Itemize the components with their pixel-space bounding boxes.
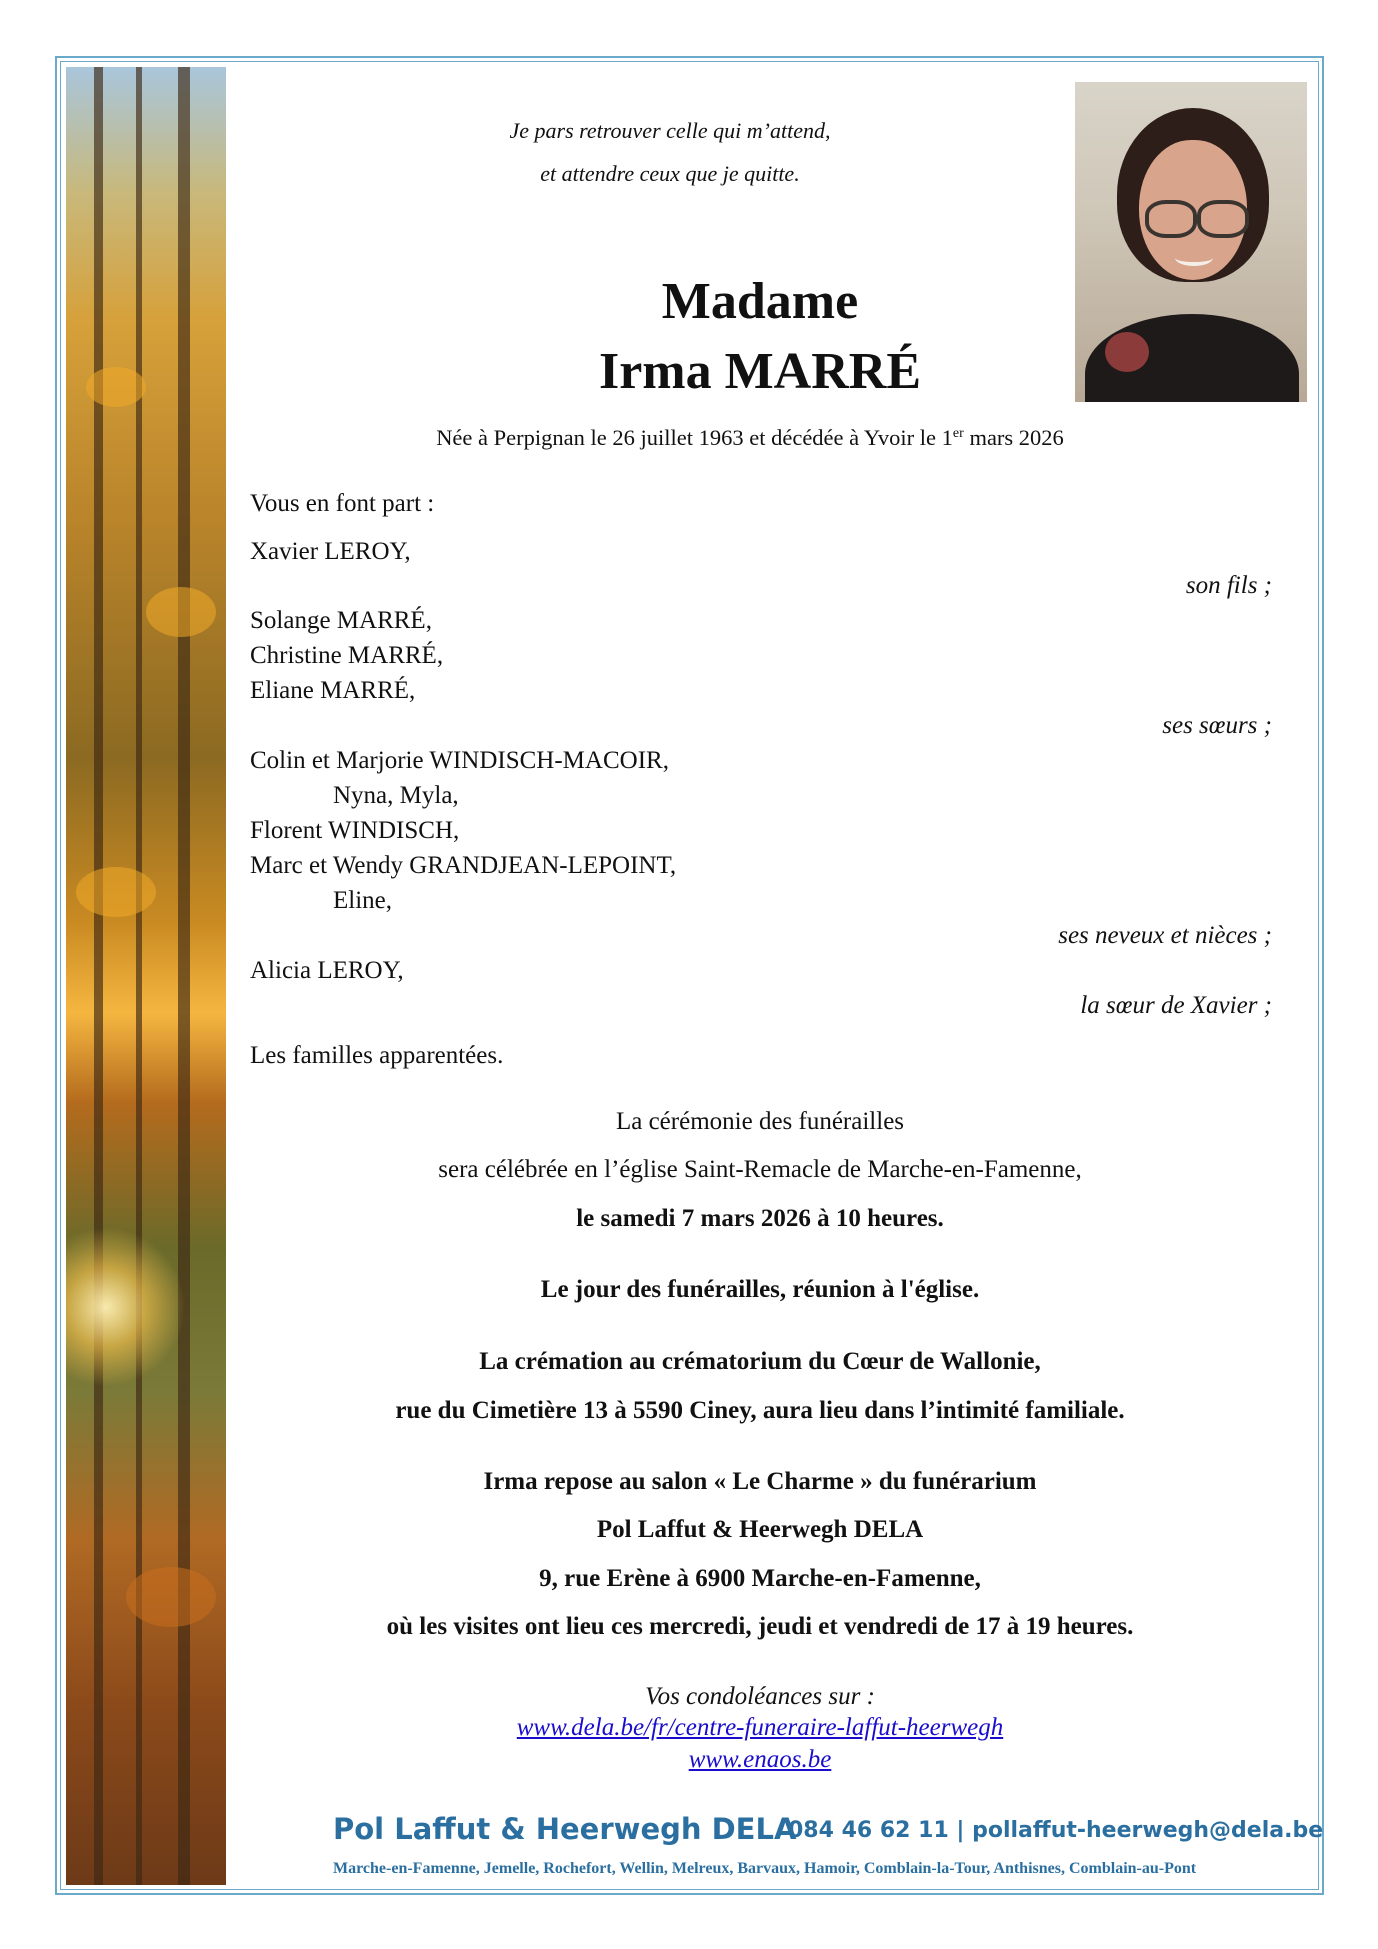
cremation-line-2: rue du Cimetière 13 à 5590 Ciney, aura lieu dans l’intimité familiale. <box>395 1397 1125 1424</box>
family-name: Nyna, Myla, <box>333 782 459 809</box>
autumn-forest-image <box>66 67 226 1885</box>
family-name: Florent WINDISCH, <box>250 817 460 844</box>
relation: ses neveux et nièces ; <box>1058 922 1272 949</box>
ceremony-line-1: La cérémonie des funérailles <box>615 1108 905 1135</box>
footer-company-logo: Pol Laffut & Heerwegh DELA <box>333 1812 797 1846</box>
foliage <box>76 867 156 917</box>
birth-end: mars 2026 <box>963 425 1064 450</box>
birth-text: Née à Perpignan le 26 juillet 1963 et décédée à Yvoir le 1 <box>436 425 953 450</box>
quote-line-2: et attendre ceux que je quitte. <box>540 161 800 186</box>
condolences-label: Vos condoléances sur : <box>645 1683 875 1710</box>
family-name: Colin et Marjorie WINDISCH-MACOIR, <box>250 747 669 774</box>
rest-line-4: où les visites ont lieu ces mercredi, jeudi et vendredi de 17 à 19 heures. <box>386 1613 1134 1640</box>
foliage <box>146 587 216 637</box>
family-intro: Vous en font part : <box>250 490 435 517</box>
family-name: Alicia LEROY, <box>250 957 404 984</box>
family-name: Eline, <box>333 887 393 914</box>
portrait-glasses <box>1145 200 1197 238</box>
fallen-leaves <box>126 1567 216 1627</box>
sunburst <box>66 1227 186 1387</box>
condolences-link-dela-text[interactable]: www.dela.be/fr/centre-funeraire-laffut-heerwegh <box>516 1714 1004 1741</box>
family-name: Les familles apparentées. <box>250 1042 504 1069</box>
foliage <box>86 367 146 407</box>
ceremony-line-2: sera célébrée en l’église Saint-Remacle de Marche-en-Famenne, <box>438 1156 1082 1183</box>
footer-towns: Marche-en-Famenne, Jemelle, Rochefort, Wellin, Melreux, Barvaux, Hamoir, Comblain-la-Tour, Anthisnes, Comblain-au-Pont <box>333 1860 1197 1877</box>
family-name: Marc et Wendy GRANDJEAN-LEPOINT, <box>250 852 677 879</box>
family-name: Xavier LEROY, <box>250 538 411 565</box>
cremation-line-1: La crémation au crématorium du Cœur de Wallonie, <box>479 1348 1041 1375</box>
ceremony-date: le samedi 7 mars 2026 à 10 heures. <box>576 1205 944 1232</box>
deceased-title: Madame <box>661 273 859 330</box>
rest-line-3: 9, rue Erène à 6900 Marche-en-Famenne, <box>539 1565 981 1592</box>
birth-sup: er <box>952 426 964 441</box>
birth-death-line <box>300 425 1200 451</box>
rest-line-2: Pol Laffut & Heerwegh DELA <box>596 1516 924 1543</box>
condolences-link-dela[interactable] <box>280 1714 1240 1742</box>
quote-line-1: Je pars retrouver celle qui m’attend, <box>509 118 831 143</box>
tree-trunk <box>94 67 103 1885</box>
footer-contact: 084 46 62 11 | pollaffut-heerwegh@dela.be <box>788 1818 1324 1843</box>
relation: ses sœurs ; <box>1162 712 1272 739</box>
condolences-link-enaos[interactable] <box>280 1746 1240 1774</box>
rest-line-1: Irma repose au salon « Le Charme » du funérarium <box>483 1468 1037 1495</box>
condolences-link-enaos-text[interactable]: www.enaos.be <box>688 1746 832 1773</box>
family-name: Eliane MARRÉ, <box>250 677 416 704</box>
portrait-glasses <box>1197 200 1249 238</box>
relation: la sœur de Xavier ; <box>1080 992 1272 1019</box>
portrait-smile <box>1175 250 1213 266</box>
deceased-name: Irma MARRÉ <box>598 343 922 400</box>
meeting-info: Le jour des funérailles, réunion à l'église. <box>540 1276 980 1303</box>
relation: son fils ; <box>1185 572 1272 599</box>
portrait-photo <box>1075 82 1307 402</box>
family-name: Solange MARRÉ, <box>250 607 432 634</box>
portrait-floral <box>1105 332 1149 372</box>
family-name: Christine MARRÉ, <box>250 642 444 669</box>
